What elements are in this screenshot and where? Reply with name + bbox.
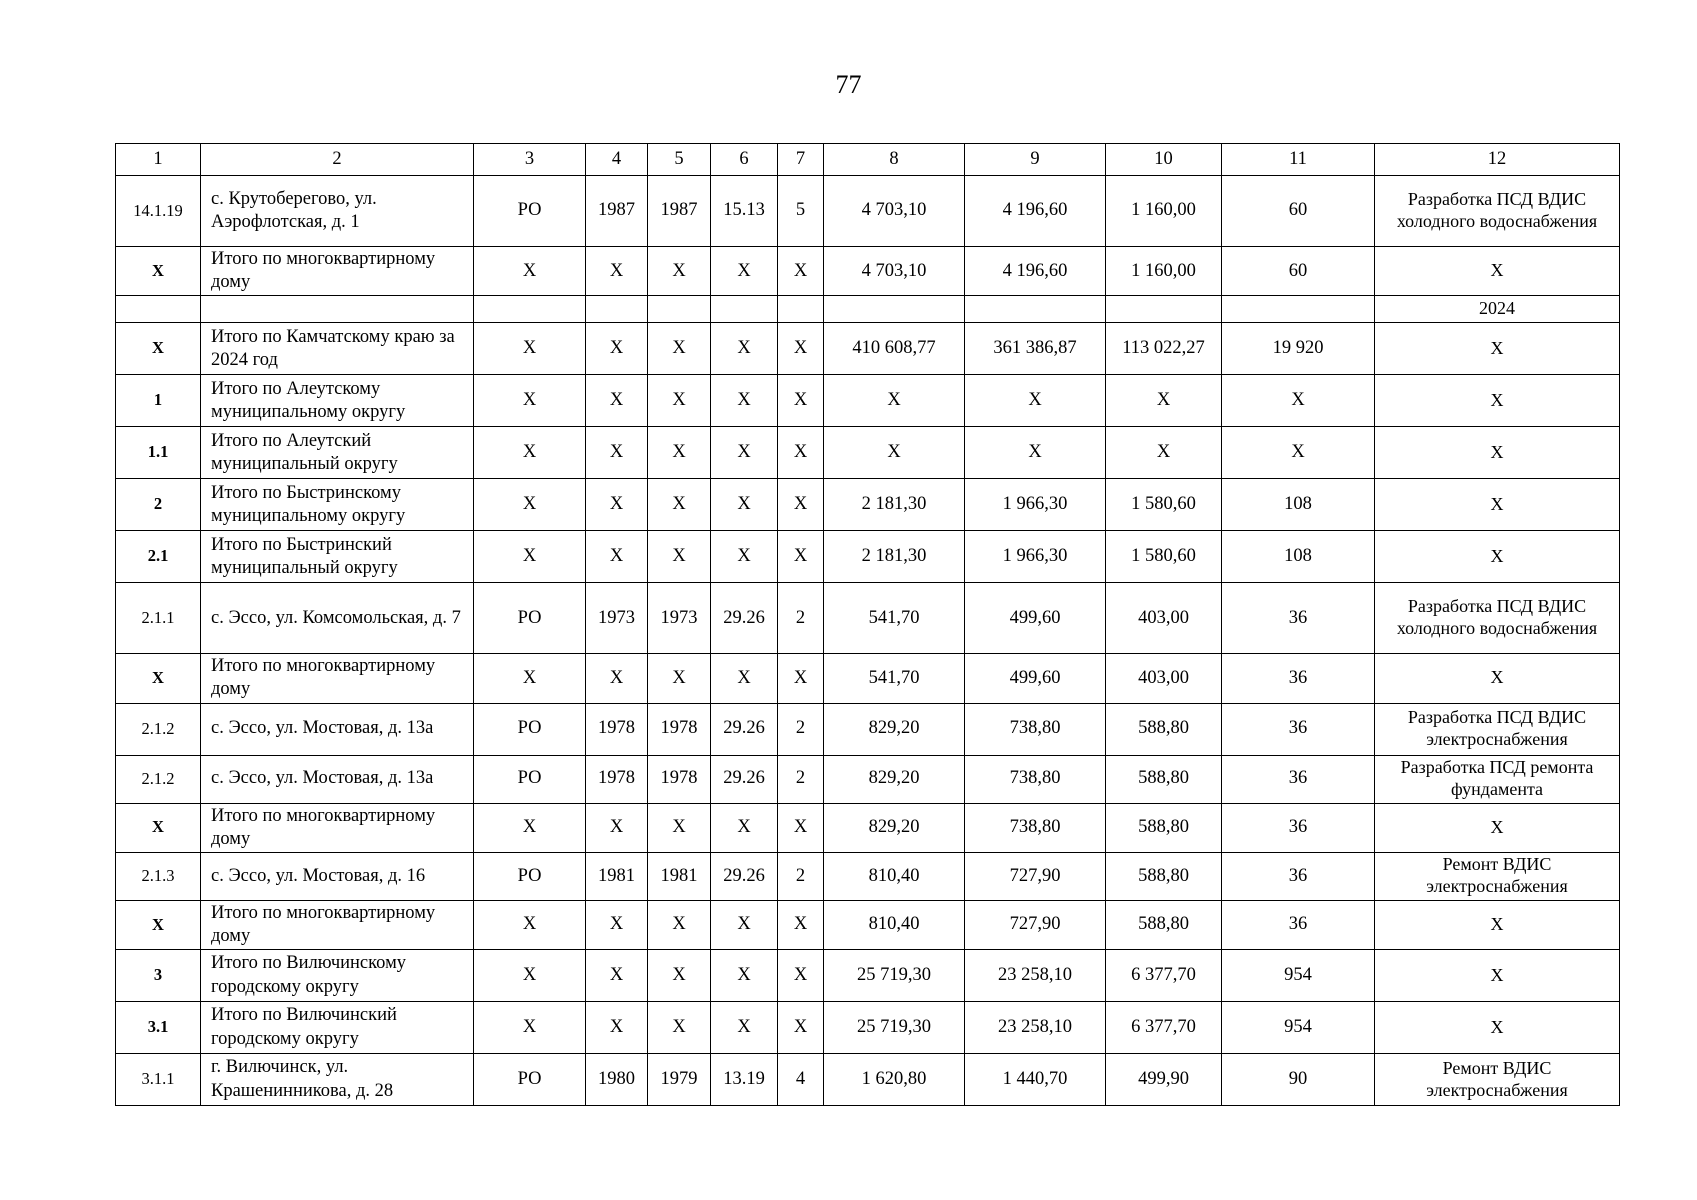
- residents-cell: 108: [1222, 531, 1375, 583]
- floors-cell: 4: [778, 1054, 824, 1106]
- owner-type-cell: Х: [474, 427, 586, 479]
- address-cell: Итого по Быстринский муниципальный округу: [201, 531, 474, 583]
- owner-type-cell: РО: [474, 755, 586, 803]
- work-type-cell: Разработка ПСД ВДИС холодного водоснабжения: [1375, 176, 1620, 247]
- floors-cell: Х: [778, 247, 824, 296]
- living-area-cell: 738,80: [965, 755, 1106, 803]
- address-cell: Итого по многоквартирному дому: [201, 654, 474, 703]
- commission-year-cell: Х: [648, 479, 711, 531]
- living-area-cell: 1 440,70: [965, 1054, 1106, 1106]
- non-living-area-cell: 6 377,70: [1106, 1002, 1222, 1054]
- item-number-cell: 3: [116, 950, 201, 1002]
- total-row: [116, 479, 1620, 531]
- living-area-cell: [965, 296, 1106, 323]
- residents-cell: 36: [1222, 755, 1375, 803]
- work-type-cell: Х: [1375, 654, 1620, 703]
- work-type-cell: Х: [1375, 803, 1620, 852]
- non-living-area-cell: Х: [1106, 427, 1222, 479]
- commission-year-cell: Х: [648, 900, 711, 949]
- header-cell: 6: [711, 144, 778, 176]
- address-cell: Итого по многоквартирному дому: [201, 900, 474, 949]
- address-cell: Итого по Вилючинскому городскому округу: [201, 950, 474, 1002]
- work-type-cell: Х: [1375, 950, 1620, 1002]
- non-living-area-cell: [1106, 296, 1222, 323]
- non-living-area-cell: 588,80: [1106, 852, 1222, 900]
- floors-cell: Х: [778, 375, 824, 427]
- build-year-cell: Х: [586, 531, 648, 583]
- commission-year-cell: Х: [648, 375, 711, 427]
- build-year-cell: Х: [586, 479, 648, 531]
- residents-cell: 19 920: [1222, 323, 1375, 375]
- item-number-cell: 14.1.19: [116, 176, 201, 247]
- table-body: [116, 144, 1620, 1106]
- header-cell: 3: [474, 144, 586, 176]
- work-type-cell: Ремонт ВДИС электроснабжения: [1375, 852, 1620, 900]
- house-row: [116, 176, 1620, 247]
- owner-type-cell: Х: [474, 375, 586, 427]
- owner-type-cell: Х: [474, 803, 586, 852]
- residents-cell: Х: [1222, 375, 1375, 427]
- header-cell: 12: [1375, 144, 1620, 176]
- address-cell: Итого по многоквартирному дому: [201, 803, 474, 852]
- build-year-cell: [586, 296, 648, 323]
- living-area-cell: 23 258,10: [965, 950, 1106, 1002]
- address-cell: с. Эссо, ул. Мостовая, д. 13а: [201, 703, 474, 755]
- residents-cell: 954: [1222, 1002, 1375, 1054]
- wall-material-cell: Х: [711, 323, 778, 375]
- item-number-cell: 3.1.1: [116, 1054, 201, 1106]
- total-row: [116, 803, 1620, 852]
- page-number: 77: [835, 70, 862, 99]
- work-type-cell: Х: [1375, 427, 1620, 479]
- commission-year-cell: 1978: [648, 703, 711, 755]
- non-living-area-cell: 499,90: [1106, 1054, 1222, 1106]
- address-cell: г. Вилючинск, ул. Крашенинникова, д. 28: [201, 1054, 474, 1106]
- build-year-cell: Х: [586, 950, 648, 1002]
- work-type-cell: Х: [1375, 375, 1620, 427]
- non-living-area-cell: 1 160,00: [1106, 247, 1222, 296]
- item-number-cell: 1.1: [116, 427, 201, 479]
- living-area-cell: Х: [965, 427, 1106, 479]
- build-year-cell: Х: [586, 654, 648, 703]
- commission-year-cell: Х: [648, 247, 711, 296]
- commission-year-cell: Х: [648, 654, 711, 703]
- total-row: [116, 900, 1620, 949]
- total-area-cell: 829,20: [824, 803, 965, 852]
- item-number-cell: Х: [116, 900, 201, 949]
- floors-cell: [778, 296, 824, 323]
- build-year-cell: Х: [586, 247, 648, 296]
- owner-type-cell: Х: [474, 247, 586, 296]
- wall-material-cell: [711, 296, 778, 323]
- commission-year-cell: Х: [648, 427, 711, 479]
- total-row: [116, 247, 1620, 296]
- living-area-cell: 4 196,60: [965, 176, 1106, 247]
- capital-repair-table: [115, 143, 1620, 1106]
- build-year-cell: 1973: [586, 583, 648, 654]
- living-area-cell: 23 258,10: [965, 1002, 1106, 1054]
- floors-cell: Х: [778, 900, 824, 949]
- residents-cell: 36: [1222, 900, 1375, 949]
- wall-material-cell: Х: [711, 950, 778, 1002]
- total-row: [116, 531, 1620, 583]
- floors-cell: 2: [778, 852, 824, 900]
- total-area-cell: 1 620,80: [824, 1054, 965, 1106]
- total-area-cell: 25 719,30: [824, 950, 965, 1002]
- commission-year-cell: Х: [648, 950, 711, 1002]
- work-type-cell: Разработка ПСД ВДИС электроснабжения: [1375, 703, 1620, 755]
- address-cell: с. Эссо, ул. Мостовая, д. 16: [201, 852, 474, 900]
- build-year-cell: Х: [586, 375, 648, 427]
- header-cell: 9: [965, 144, 1106, 176]
- build-year-cell: 1980: [586, 1054, 648, 1106]
- total-area-cell: 829,20: [824, 755, 965, 803]
- commission-year-cell: 1973: [648, 583, 711, 654]
- residents-cell: 90: [1222, 1054, 1375, 1106]
- total-row: [116, 950, 1620, 1002]
- header-cell: 2: [201, 144, 474, 176]
- work-type-cell: Х: [1375, 900, 1620, 949]
- work-type-cell: Х: [1375, 323, 1620, 375]
- header-cell: 8: [824, 144, 965, 176]
- total-area-cell: 4 703,10: [824, 176, 965, 247]
- wall-material-cell: Х: [711, 900, 778, 949]
- owner-type-cell: Х: [474, 900, 586, 949]
- build-year-cell: Х: [586, 803, 648, 852]
- commission-year-cell: Х: [648, 803, 711, 852]
- non-living-area-cell: 588,80: [1106, 900, 1222, 949]
- wall-material-cell: Х: [711, 531, 778, 583]
- owner-type-cell: Х: [474, 950, 586, 1002]
- owner-type-cell: РО: [474, 1054, 586, 1106]
- total-area-cell: 810,40: [824, 852, 965, 900]
- item-number-cell: Х: [116, 247, 201, 296]
- address-cell: Итого по Быстринскому муниципальному округу: [201, 479, 474, 531]
- commission-year-cell: 1978: [648, 755, 711, 803]
- living-area-cell: 4 196,60: [965, 247, 1106, 296]
- non-living-area-cell: 6 377,70: [1106, 950, 1222, 1002]
- commission-year-cell: Х: [648, 1002, 711, 1054]
- commission-year-cell: [648, 296, 711, 323]
- total-row: [116, 1002, 1620, 1054]
- work-type-cell: Ремонт ВДИС электроснабжения: [1375, 1054, 1620, 1106]
- build-year-cell: 1978: [586, 755, 648, 803]
- wall-material-cell: 29.26: [711, 755, 778, 803]
- living-area-cell: 361 386,87: [965, 323, 1106, 375]
- house-row: [116, 583, 1620, 654]
- item-number-cell: Х: [116, 803, 201, 852]
- owner-type-cell: [474, 296, 586, 323]
- address-cell: Итого по многоквартирному дому: [201, 247, 474, 296]
- non-living-area-cell: 1 580,60: [1106, 531, 1222, 583]
- living-area-cell: 1 966,30: [965, 531, 1106, 583]
- commission-year-cell: 1981: [648, 852, 711, 900]
- build-year-cell: Х: [586, 900, 648, 949]
- address-cell: Итого по Алеутский муниципальный округу: [201, 427, 474, 479]
- floors-cell: Х: [778, 323, 824, 375]
- house-row: [116, 1054, 1620, 1106]
- build-year-cell: Х: [586, 323, 648, 375]
- owner-type-cell: Х: [474, 654, 586, 703]
- living-area-cell: 499,60: [965, 654, 1106, 703]
- residents-cell: 36: [1222, 583, 1375, 654]
- floors-cell: Х: [778, 803, 824, 852]
- owner-type-cell: РО: [474, 176, 586, 247]
- wall-material-cell: 13.19: [711, 1054, 778, 1106]
- work-type-cell: Разработка ПСД ремонта фундамента: [1375, 755, 1620, 803]
- owner-type-cell: Х: [474, 323, 586, 375]
- total-area-cell: 810,40: [824, 900, 965, 949]
- build-year-cell: Х: [586, 1002, 648, 1054]
- residents-cell: Х: [1222, 427, 1375, 479]
- address-cell: [201, 296, 474, 323]
- wall-material-cell: Х: [711, 427, 778, 479]
- total-area-cell: 541,70: [824, 583, 965, 654]
- header-cell: 11: [1222, 144, 1375, 176]
- column-number-row: [116, 144, 1620, 176]
- total-area-cell: Х: [824, 427, 965, 479]
- non-living-area-cell: 588,80: [1106, 803, 1222, 852]
- item-number-cell: 2.1.2: [116, 703, 201, 755]
- wall-material-cell: Х: [711, 375, 778, 427]
- address-cell: Итого по Вилючинский городскому округу: [201, 1002, 474, 1054]
- owner-type-cell: Х: [474, 531, 586, 583]
- residents-cell: 36: [1222, 654, 1375, 703]
- floors-cell: Х: [778, 950, 824, 1002]
- build-year-cell: 1987: [586, 176, 648, 247]
- item-number-cell: Х: [116, 323, 201, 375]
- year-row: [116, 296, 1620, 323]
- non-living-area-cell: 1 160,00: [1106, 176, 1222, 247]
- residents-cell: 108: [1222, 479, 1375, 531]
- owner-type-cell: Х: [474, 479, 586, 531]
- owner-type-cell: Х: [474, 1002, 586, 1054]
- item-number-cell: 2.1.3: [116, 852, 201, 900]
- living-area-cell: 1 966,30: [965, 479, 1106, 531]
- wall-material-cell: 15.13: [711, 176, 778, 247]
- item-number-cell: 3.1: [116, 1002, 201, 1054]
- floors-cell: Х: [778, 1002, 824, 1054]
- owner-type-cell: РО: [474, 852, 586, 900]
- residents-cell: 36: [1222, 852, 1375, 900]
- floors-cell: Х: [778, 427, 824, 479]
- build-year-cell: 1978: [586, 703, 648, 755]
- commission-year-cell: Х: [648, 531, 711, 583]
- floors-cell: 2: [778, 703, 824, 755]
- wall-material-cell: Х: [711, 803, 778, 852]
- header-cell: 4: [586, 144, 648, 176]
- build-year-cell: Х: [586, 427, 648, 479]
- floors-cell: 2: [778, 755, 824, 803]
- work-type-cell: 2024: [1375, 296, 1620, 323]
- wall-material-cell: 29.26: [711, 583, 778, 654]
- non-living-area-cell: 588,80: [1106, 703, 1222, 755]
- floors-cell: Х: [778, 479, 824, 531]
- residents-cell: 36: [1222, 803, 1375, 852]
- total-area-cell: 25 719,30: [824, 1002, 965, 1054]
- residents-cell: 36: [1222, 703, 1375, 755]
- wall-material-cell: Х: [711, 247, 778, 296]
- work-type-cell: Х: [1375, 531, 1620, 583]
- item-number-cell: 2: [116, 479, 201, 531]
- item-number-cell: 2.1: [116, 531, 201, 583]
- header-cell: 10: [1106, 144, 1222, 176]
- wall-material-cell: 29.26: [711, 852, 778, 900]
- residents-cell: 954: [1222, 950, 1375, 1002]
- wall-material-cell: Х: [711, 654, 778, 703]
- total-row: [116, 427, 1620, 479]
- total-area-cell: 829,20: [824, 703, 965, 755]
- owner-type-cell: РО: [474, 703, 586, 755]
- work-type-cell: Х: [1375, 1002, 1620, 1054]
- non-living-area-cell: 588,80: [1106, 755, 1222, 803]
- non-living-area-cell: 113 022,27: [1106, 323, 1222, 375]
- total-area-cell: 2 181,30: [824, 531, 965, 583]
- work-type-cell: Разработка ПСД ВДИС холодного водоснабжения: [1375, 583, 1620, 654]
- floors-cell: 2: [778, 583, 824, 654]
- living-area-cell: 727,90: [965, 900, 1106, 949]
- floors-cell: Х: [778, 654, 824, 703]
- commission-year-cell: 1979: [648, 1054, 711, 1106]
- total-row: [116, 323, 1620, 375]
- living-area-cell: 727,90: [965, 852, 1106, 900]
- item-number-cell: 2.1.1: [116, 583, 201, 654]
- non-living-area-cell: 1 580,60: [1106, 479, 1222, 531]
- total-area-cell: 541,70: [824, 654, 965, 703]
- address-cell: Итого по Камчатскому краю за 2024 год: [201, 323, 474, 375]
- header-cell: 5: [648, 144, 711, 176]
- wall-material-cell: Х: [711, 479, 778, 531]
- address-cell: с. Эссо, ул. Мостовая, д. 13а: [201, 755, 474, 803]
- address-cell: с. Крутоберегово, ул. Аэрофлотская, д. 1: [201, 176, 474, 247]
- header-cell: 7: [778, 144, 824, 176]
- total-area-cell: [824, 296, 965, 323]
- item-number-cell: [116, 296, 201, 323]
- non-living-area-cell: Х: [1106, 375, 1222, 427]
- house-row: [116, 852, 1620, 900]
- work-type-cell: Х: [1375, 479, 1620, 531]
- total-area-cell: 410 608,77: [824, 323, 965, 375]
- living-area-cell: Х: [965, 375, 1106, 427]
- item-number-cell: 1: [116, 375, 201, 427]
- build-year-cell: 1981: [586, 852, 648, 900]
- commission-year-cell: Х: [648, 323, 711, 375]
- address-cell: Итого по Алеутскому муниципальному округу: [201, 375, 474, 427]
- address-cell: с. Эссо, ул. Комсомольская, д. 7: [201, 583, 474, 654]
- residents-cell: 60: [1222, 247, 1375, 296]
- wall-material-cell: 29.26: [711, 703, 778, 755]
- total-area-cell: 2 181,30: [824, 479, 965, 531]
- living-area-cell: 499,60: [965, 583, 1106, 654]
- item-number-cell: 2.1.2: [116, 755, 201, 803]
- total-row: [116, 375, 1620, 427]
- total-area-cell: Х: [824, 375, 965, 427]
- residents-cell: 60: [1222, 176, 1375, 247]
- living-area-cell: 738,80: [965, 803, 1106, 852]
- work-type-cell: Х: [1375, 247, 1620, 296]
- floors-cell: 5: [778, 176, 824, 247]
- item-number-cell: Х: [116, 654, 201, 703]
- commission-year-cell: 1987: [648, 176, 711, 247]
- owner-type-cell: РО: [474, 583, 586, 654]
- floors-cell: Х: [778, 531, 824, 583]
- living-area-cell: 738,80: [965, 703, 1106, 755]
- header-cell: 1: [116, 144, 201, 176]
- non-living-area-cell: 403,00: [1106, 654, 1222, 703]
- non-living-area-cell: 403,00: [1106, 583, 1222, 654]
- house-row: [116, 703, 1620, 755]
- house-row: [116, 755, 1620, 803]
- residents-cell: [1222, 296, 1375, 323]
- total-area-cell: 4 703,10: [824, 247, 965, 296]
- total-row: [116, 654, 1620, 703]
- wall-material-cell: Х: [711, 1002, 778, 1054]
